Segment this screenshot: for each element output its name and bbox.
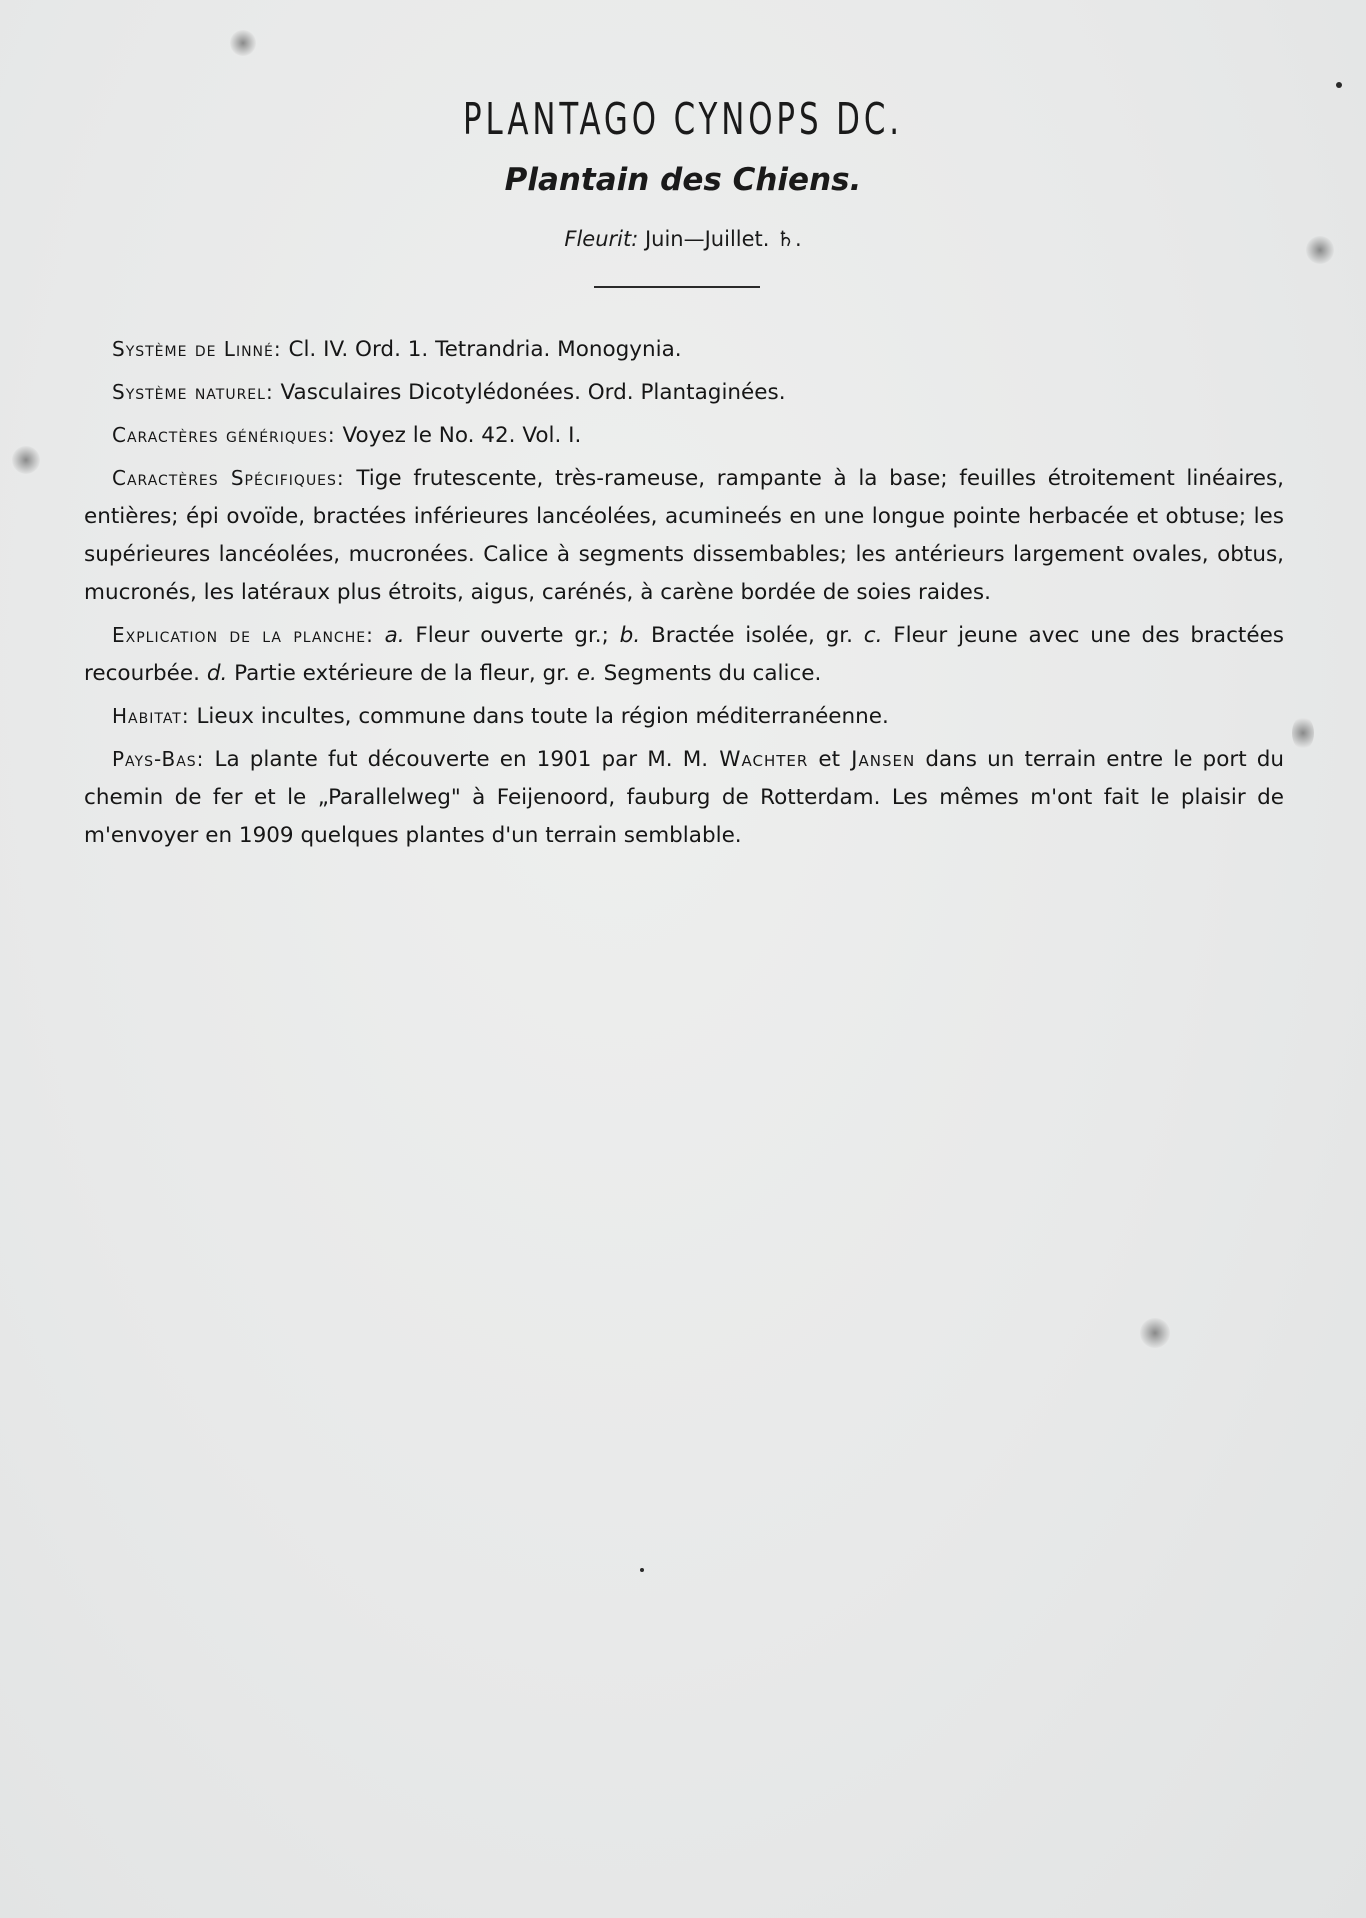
section-generiques	[84, 416, 1284, 455]
section-text: Vasculaires Dicotylédonées. Ord. Plantaginées.	[273, 380, 786, 405]
figure-text-b: Bractée isolée, gr.	[640, 623, 853, 648]
paper-speck	[1292, 716, 1314, 750]
section-text: Lieux incultes, commune dans toute la région méditerranéenne.	[189, 704, 889, 729]
figure-text-a: Fleur ouverte gr.;	[404, 623, 609, 648]
paper-speck	[1306, 236, 1334, 264]
paper-speck	[1336, 82, 1342, 88]
paper-speck	[230, 30, 256, 56]
section-text: et	[808, 747, 841, 772]
section-text: Tige frutescente, très-rameuse, rampante à la base; feuilles étroitement linéaires, entières; épi ovoïde, bractées inférieures lancéolées, acumineés en une longue pointe herbacée et obtuse; les supérieures lancéolées, mucronées. Calice à segments dissembables; les antérieurs largement ovales, obtus, mucronés, les latéraux plus étroits, aigus, carénés, à carène bordée de soies raides.	[84, 466, 1284, 605]
section-naturel	[84, 373, 1284, 412]
section-label: Caractères Spécifiques:	[112, 466, 345, 490]
section-label: Caractères génériques:	[112, 423, 336, 447]
figure-ref-d: d.	[199, 661, 228, 686]
section-linne	[84, 330, 1284, 369]
section-text: Voyez le No. 42. Vol. I.	[335, 423, 582, 448]
section-label: Explication de la planche:	[112, 623, 374, 647]
section-text: dans un terrain entre le port du chemin de fer et le „Parallelweg" à Feijenoord, fauburg de Rotterdam. Les mêmes m'ont fait le plaisir de m'envoyer en 1909 quelques plantes d'un terrain semblable.	[84, 747, 1285, 848]
page-title: PLANTAGO CYNOPS DC.	[462, 94, 904, 145]
figure-text-c: Fleur jeune avec une des bractées recourbée.	[84, 623, 1285, 686]
person-name: Jansen	[840, 747, 916, 772]
section-paysbas	[84, 740, 1284, 855]
flowering-line	[0, 224, 1366, 254]
flowering-value: Juin—Juillet. ♄.	[638, 227, 802, 251]
section-specifiques	[84, 459, 1284, 612]
page-subtitle: Plantain des Chiens.	[504, 162, 862, 198]
figure-text-e: Segments du calice.	[596, 661, 822, 686]
person-name: Wachter	[708, 747, 809, 772]
paper-speck	[12, 446, 40, 474]
figure-ref-c: c.	[852, 623, 883, 648]
figure-ref-b: b.	[608, 623, 641, 648]
paper-speck	[1140, 1318, 1170, 1348]
figure-ref-e: e.	[569, 661, 597, 686]
figure-ref-a: a.	[373, 623, 405, 648]
section-label: Pays-Bas:	[112, 747, 205, 771]
section-label: Habitat:	[112, 704, 190, 728]
title-divider	[594, 286, 760, 288]
flowering-label: Fleurit:	[564, 227, 639, 251]
section-text: La plante fut découverte en 1901 par M. M.	[204, 747, 709, 772]
description-body	[84, 330, 1284, 855]
section-habitat	[84, 697, 1284, 736]
section-label: Système naturel:	[112, 380, 274, 404]
paper-speck	[640, 1568, 644, 1572]
section-label: Système de Linné:	[112, 337, 282, 361]
section-text: Cl. IV. Ord. 1. Tetrandria. Monogynia.	[281, 337, 682, 362]
figure-text-d: Partie extérieure de la fleur, gr.	[227, 661, 570, 686]
section-explication	[84, 616, 1284, 693]
